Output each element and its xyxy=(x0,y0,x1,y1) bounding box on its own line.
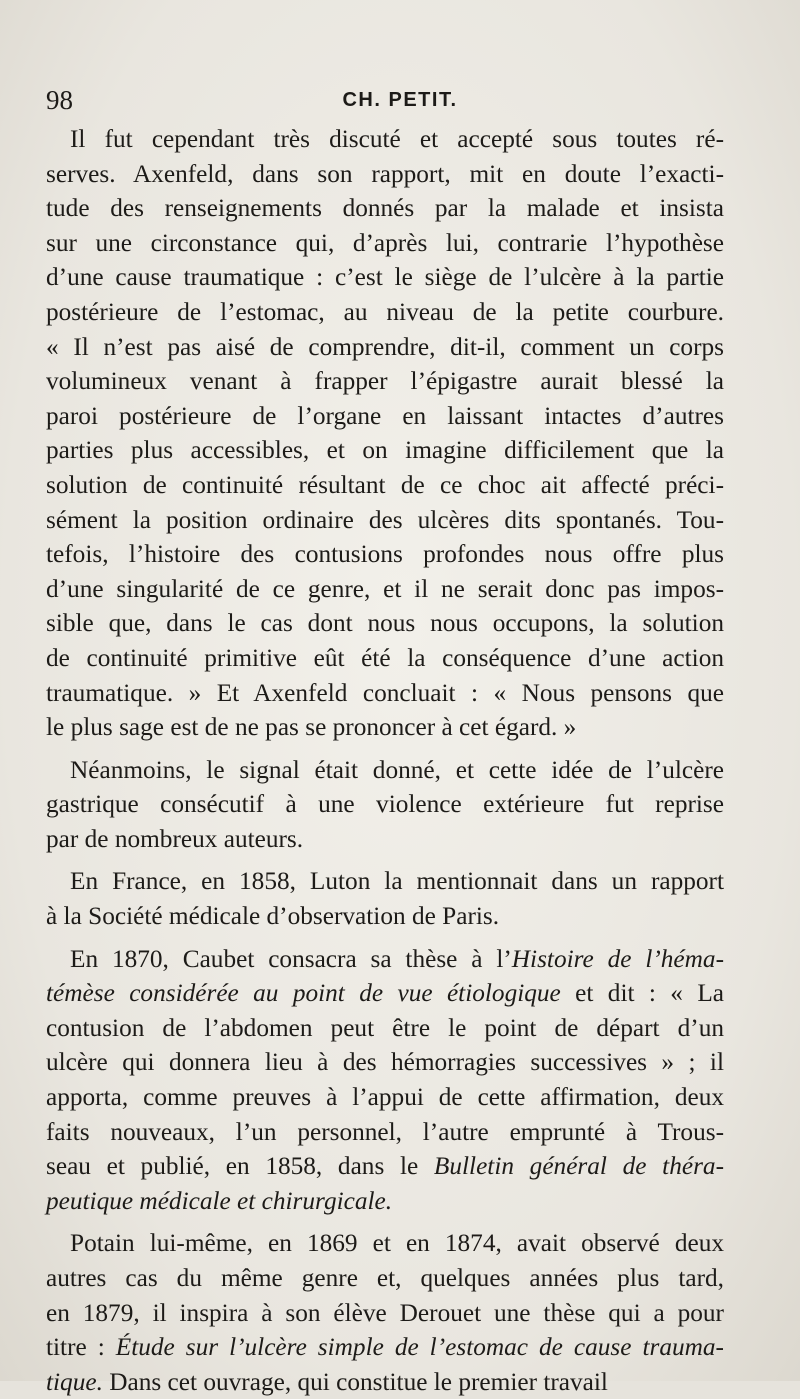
text-run: et dit : « La xyxy=(560,979,724,1008)
italic-text: Bulletin général de théra- xyxy=(433,1152,724,1181)
text-line xyxy=(46,1296,724,1331)
text-run: titre : xyxy=(46,1333,116,1362)
text-line xyxy=(46,676,724,711)
text-run: paroi postérieure de l’organe en laissant intactes d’autres xyxy=(46,401,724,430)
paragraph xyxy=(46,1226,724,1399)
text-run: solution de continuité résultant de ce choc ait affecté préci- xyxy=(46,470,724,499)
italic-text: Histoire de l’héma- xyxy=(511,944,724,973)
italic-text: Étude sur l’ulcère simple de l’estomac de cause trauma- xyxy=(115,1333,724,1362)
text-run: seau et publié, en 1858, dans le xyxy=(46,1152,434,1181)
text-line xyxy=(46,122,724,157)
text-line xyxy=(46,1080,724,1115)
paragraph xyxy=(46,864,724,933)
text-line xyxy=(46,226,724,261)
text-run: sible que, dans le cas dont nous nous occupons, la solution xyxy=(46,609,724,638)
body-text xyxy=(46,122,724,1399)
text-line xyxy=(46,606,724,641)
text-run: tude des renseignements donnés par la malade et insista xyxy=(46,194,724,223)
page-number: 98 xyxy=(46,85,73,115)
text-run: traumatique. » Et Axenfeld concluait : « Nous pensons que xyxy=(46,678,724,707)
text-run: Néanmoins, le signal était donné, et cette idée de l’ulcère xyxy=(70,755,724,784)
text-line xyxy=(46,1365,724,1399)
text-run: sément la position ordinaire des ulcères dits spontanés. Tou- xyxy=(46,505,724,534)
text-line xyxy=(46,1184,724,1219)
paragraph xyxy=(46,753,724,857)
text-run: contusion de l’abdomen peut être le point de départ d’un xyxy=(46,1013,724,1042)
text-line xyxy=(46,330,724,365)
text-run: en 1879, il inspira à son élève Derouet une thèse qui a pour xyxy=(46,1298,724,1327)
text-line xyxy=(46,1115,724,1150)
text-line xyxy=(46,157,724,192)
text-line xyxy=(46,1261,724,1296)
text-line xyxy=(46,976,724,1011)
text-line xyxy=(46,503,724,538)
text-run: En 1870, Caubet consacra sa thèse à l’ xyxy=(70,944,512,973)
text-run: ulcère qui donnera lieu à des hémorragies successives » ; il xyxy=(46,1048,724,1077)
text-line xyxy=(46,572,724,607)
text-run: d’une singularité de ce genre, et il ne serait donc pas impos- xyxy=(46,574,724,603)
text-line xyxy=(46,295,724,330)
text-run: d’une cause traumatique : c’est le siège de l’ulcère à la partie xyxy=(46,263,724,292)
text-run: « Il n’est pas aisé de comprendre, dit-il, comment un corps xyxy=(46,332,724,361)
text-run: de continuité primitive eût été la conséquence d’une action xyxy=(46,643,724,672)
text-line xyxy=(46,899,724,934)
text-run: sur une circonstance qui, d’après lui, contrarie l’hypothèse xyxy=(46,228,724,257)
paragraph xyxy=(46,942,724,1219)
text-line xyxy=(46,364,724,399)
text-line xyxy=(46,468,724,503)
text-run: serves. Axenfeld, dans son rapport, mit en doute l’exacti- xyxy=(46,159,724,188)
text-line xyxy=(46,641,724,676)
text-run: apporta, comme preuves à l’appui de cette affirmation, deux xyxy=(46,1083,724,1112)
text-line xyxy=(46,1330,724,1365)
text-line xyxy=(46,1226,724,1261)
text-run: parties plus accessibles, et on imagine difficilement que la xyxy=(46,436,724,465)
italic-text: peutique médicale et chirurgicale. xyxy=(46,1186,393,1215)
italic-text: témèse considérée au point de vue étiologique xyxy=(46,979,561,1008)
text-line xyxy=(46,433,724,468)
text-line xyxy=(46,1149,724,1184)
text-run: postérieure de l’estomac, au niveau de la petite courbure. xyxy=(46,297,724,326)
text-run: tefois, l’histoire des contusions profondes nous offre plus xyxy=(46,540,724,569)
text-line xyxy=(46,537,724,572)
text-line xyxy=(46,787,724,822)
text-line xyxy=(46,942,724,977)
text-line xyxy=(46,1045,724,1080)
text-run: En France, en 1858, Luton la mentionnait dans un rapport xyxy=(70,867,724,896)
text-run: faits nouveaux, l’un personnel, l’autre emprunté à Trous- xyxy=(46,1117,724,1146)
text-run: gastrique consécutif à une violence extérieure fut reprise xyxy=(46,790,724,819)
text-line xyxy=(46,864,724,899)
text-run: autres cas du même genre et, quelques années plus tard, xyxy=(46,1264,724,1292)
text-run: volumineux venant à frapper l’épigastre aurait blessé la xyxy=(46,367,724,396)
running-head: CH. PETIT. xyxy=(342,89,458,111)
text-run: à la Société médicale d’observation de Paris. xyxy=(46,902,500,931)
text-line xyxy=(46,710,724,745)
text-run: Il fut cependant très discuté et accepté sous toutes ré- xyxy=(70,125,724,153)
text-line xyxy=(46,191,724,226)
text-run: par de nombreux auteurs. xyxy=(46,824,304,853)
italic-text: tique. xyxy=(46,1367,103,1396)
page-header xyxy=(46,84,754,124)
paragraph xyxy=(46,122,724,745)
text-run: Potain lui-même, en 1869 et en 1874, avait observé deux xyxy=(70,1229,724,1258)
text-line xyxy=(46,753,724,788)
text-run: Dans cet ouvrage, qui constitue le premier travail xyxy=(102,1367,608,1396)
text-run: le plus sage est de ne pas se prononcer à cet égard. » xyxy=(46,713,577,742)
text-line xyxy=(46,260,724,295)
text-line xyxy=(46,1011,724,1046)
text-line xyxy=(46,822,724,857)
text-line xyxy=(46,399,724,434)
